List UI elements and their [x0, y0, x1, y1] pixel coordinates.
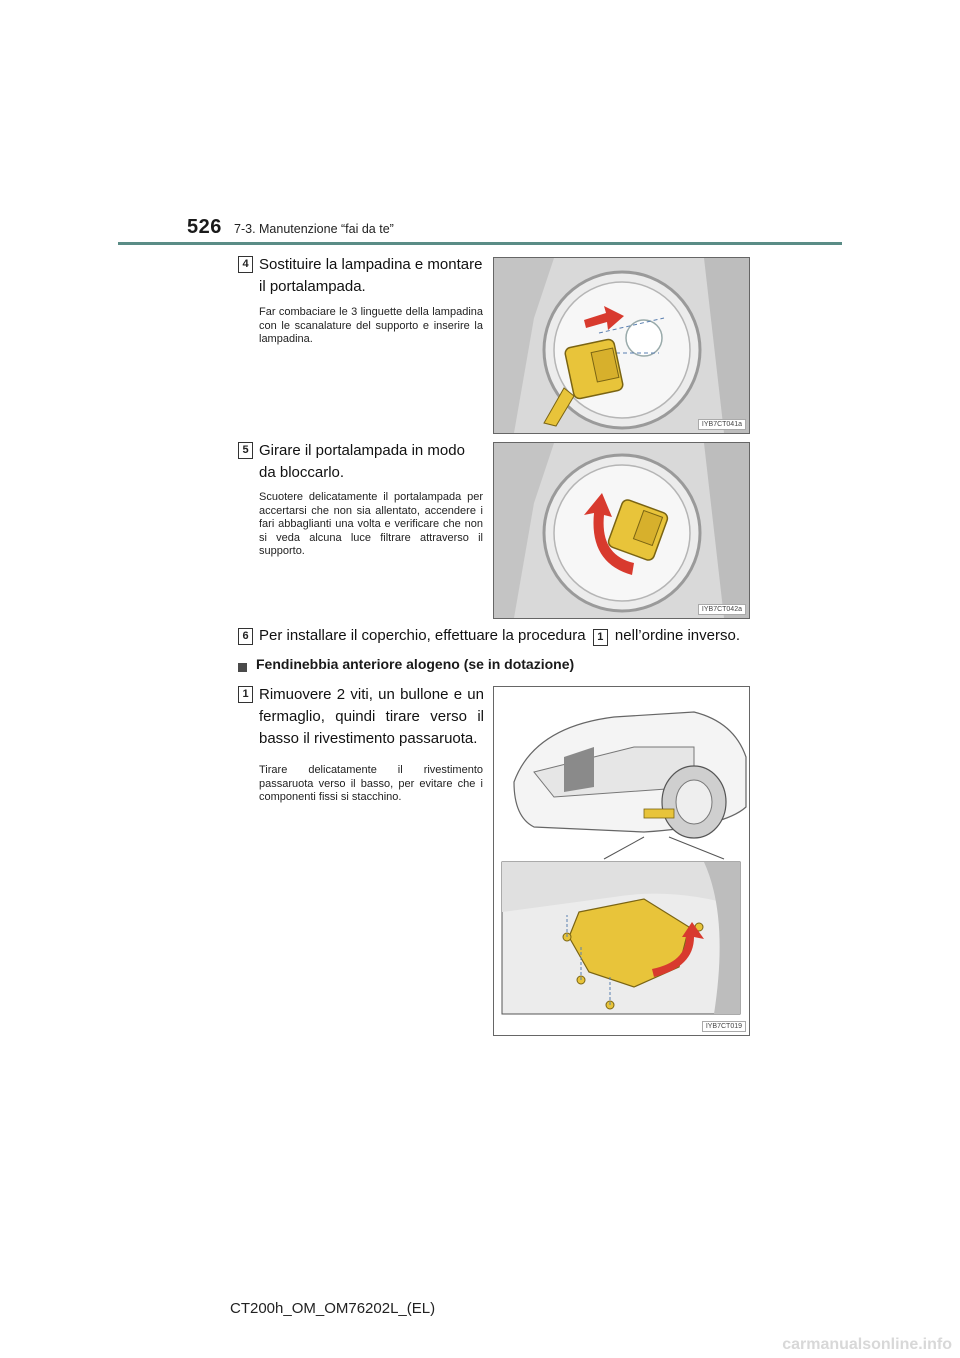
section-title: 7-3. Manutenzione “fai da te” — [234, 222, 394, 236]
step-note: Far combaciare le 3 linguette della lampadina con le scanalature del supporto e inserire la lampadina. — [259, 306, 483, 345]
step-title: Rimuovere 2 viti, un bullone e un fermaglio, quindi tirare verso il basso il rivestimento passaruota. — [259, 686, 484, 747]
step-instruction-text-before: Per installare il coperchio, effettuare la procedura — [259, 627, 586, 644]
figure-code: IYB7CT019 — [702, 1021, 746, 1032]
watermark: carmanualsonline.info — [782, 1336, 952, 1353]
step-note: Scuotere delicatamente il portalampada per accertarsi che non sia allentato, accendere i fari abbaglianti una volta e verificare che non si veda alcuna luce filtrare attraverso il supporto. — [259, 491, 483, 557]
step-number-badge: 4 — [238, 256, 253, 273]
header-divider — [118, 242, 842, 245]
subsection-title: Fendinebbia anteriore alogeno (se in dotazione) — [256, 656, 575, 672]
step-reference-badge: 1 — [593, 629, 608, 646]
figure-code: IYB7CT041a — [698, 419, 746, 430]
document-code: CT200h_OM_OM76202L_(EL) — [230, 1300, 436, 1317]
step-number-badge: 5 — [238, 442, 253, 459]
fog-lamp-illustration — [494, 687, 749, 1035]
headlight-bulb-illustration — [494, 258, 749, 433]
subsection-marker-icon — [238, 663, 247, 672]
step-number-badge: 1 — [238, 686, 253, 703]
page-number: 526 — [187, 216, 222, 238]
bulb-lock-illustration — [494, 443, 749, 618]
step-title: Sostituire la lampadina e montare il portalampada. — [259, 256, 483, 295]
figure-code: IYB7CT042a — [698, 604, 746, 615]
step-title: Girare il portalampada in modo da bloccarlo. — [259, 442, 465, 481]
headlight-bulb-install-figure — [493, 257, 750, 434]
fog-lamp-cover-figure — [493, 686, 750, 1036]
step-instruction-text-after: nell’ordine inverso. — [614, 627, 740, 644]
step-note: Tirare delicatamente il rivestimento passaruota verso il basso, per evitare che i componenti fissi si stacchino. — [259, 764, 483, 803]
step-instruction — [259, 627, 740, 645]
headlight-bulb-lock-figure — [493, 442, 750, 619]
step-number-badge: 6 — [238, 628, 253, 645]
